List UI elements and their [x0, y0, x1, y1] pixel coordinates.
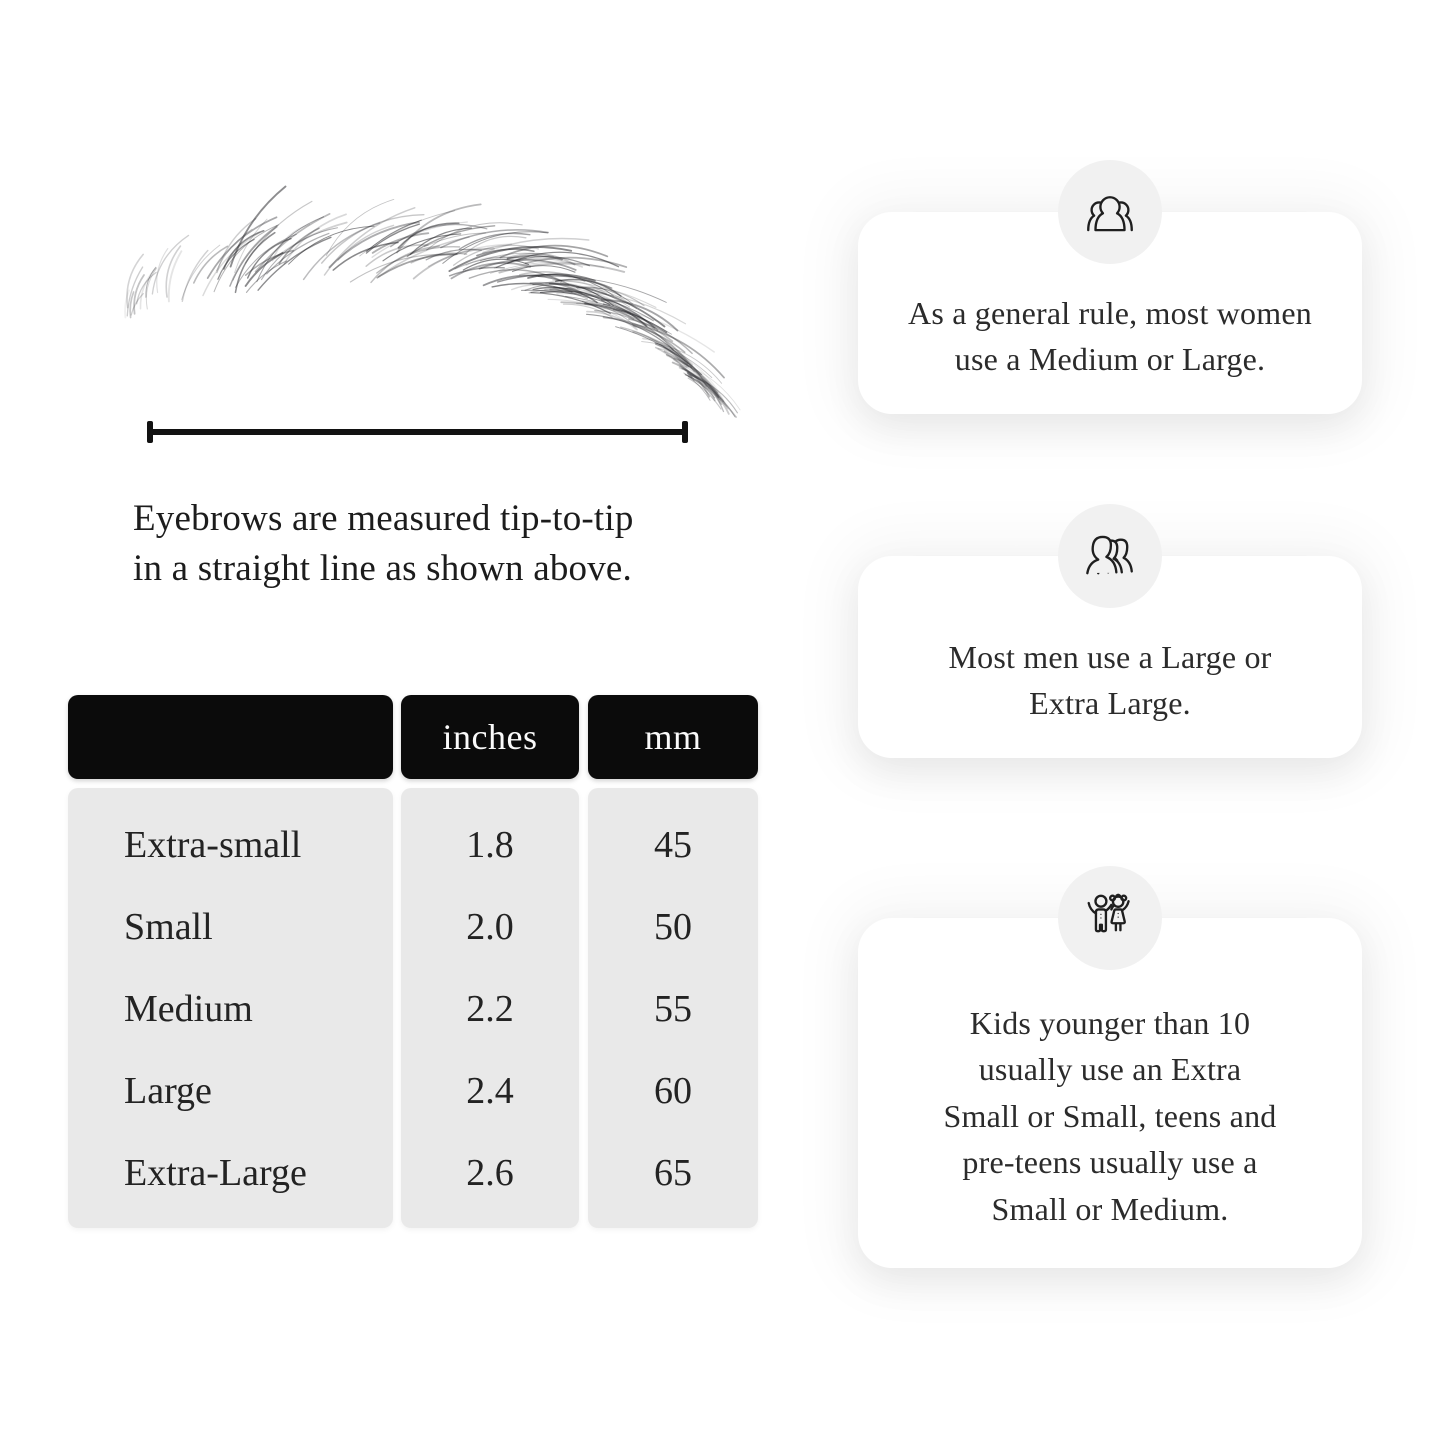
table-header-blank — [68, 695, 393, 779]
info-card-text — [858, 918, 1362, 1268]
card-text-line: Small or Small, teens and — [943, 1097, 1277, 1134]
table-row-label: Extra-small — [124, 824, 302, 866]
card-text-line: use a Medium or Large. — [954, 341, 1266, 377]
table-column-sizes — [68, 788, 393, 1228]
measurement-ruler — [147, 421, 688, 443]
ruler-bar — [147, 429, 688, 435]
table-header-mm: mm — [588, 695, 758, 779]
card-text-line: pre-teens usually use a — [962, 1144, 1258, 1181]
table-row-label: Small — [124, 906, 213, 948]
table-cell-inches: 1.8 — [466, 824, 514, 866]
table-cell-mm: 65 — [654, 1152, 692, 1194]
table-cell-mm: 50 — [654, 906, 692, 948]
eyebrow-illustration — [115, 233, 705, 413]
info-card-text — [858, 212, 1362, 414]
info-card-men — [858, 556, 1362, 758]
info-card-kids — [858, 918, 1362, 1268]
table-row-label: Extra-Large — [124, 1152, 307, 1194]
card-text-line: Extra Large. — [1029, 685, 1191, 721]
table-header-inches: inches — [401, 695, 579, 779]
table-cell-inches: 2.0 — [466, 906, 514, 948]
card-text-line: Small or Medium. — [991, 1190, 1229, 1227]
table-cell-mm: 45 — [654, 824, 692, 866]
table-cell-inches: 2.2 — [466, 988, 514, 1030]
table-cell-inches: 2.4 — [466, 1070, 514, 1112]
table-column-mm — [588, 788, 758, 1228]
table-column-inches — [401, 788, 579, 1228]
table-row-label: Medium — [124, 988, 253, 1030]
eyebrow-sketch-svg — [115, 233, 705, 413]
table-cell-mm: 60 — [654, 1070, 692, 1112]
caption-line: Eyebrows are measured tip-to-tip — [133, 498, 634, 539]
card-text-line: Most men use a Large or — [948, 638, 1272, 675]
info-card-women — [858, 212, 1362, 414]
measurement-caption — [133, 494, 753, 595]
card-text-line: Kids younger than 10 — [969, 1005, 1251, 1042]
card-text-line: usually use an Extra — [978, 1051, 1242, 1088]
ruler-right-cap — [682, 421, 688, 443]
info-card-text — [858, 556, 1362, 758]
caption-line: in a straight line as shown above. — [133, 548, 633, 590]
table-cell-mm: 55 — [654, 988, 692, 1030]
table-row-label: Large — [124, 1070, 212, 1112]
table-cell-inches: 2.6 — [466, 1152, 514, 1194]
card-text-line: As a general rule, most women — [908, 294, 1312, 331]
